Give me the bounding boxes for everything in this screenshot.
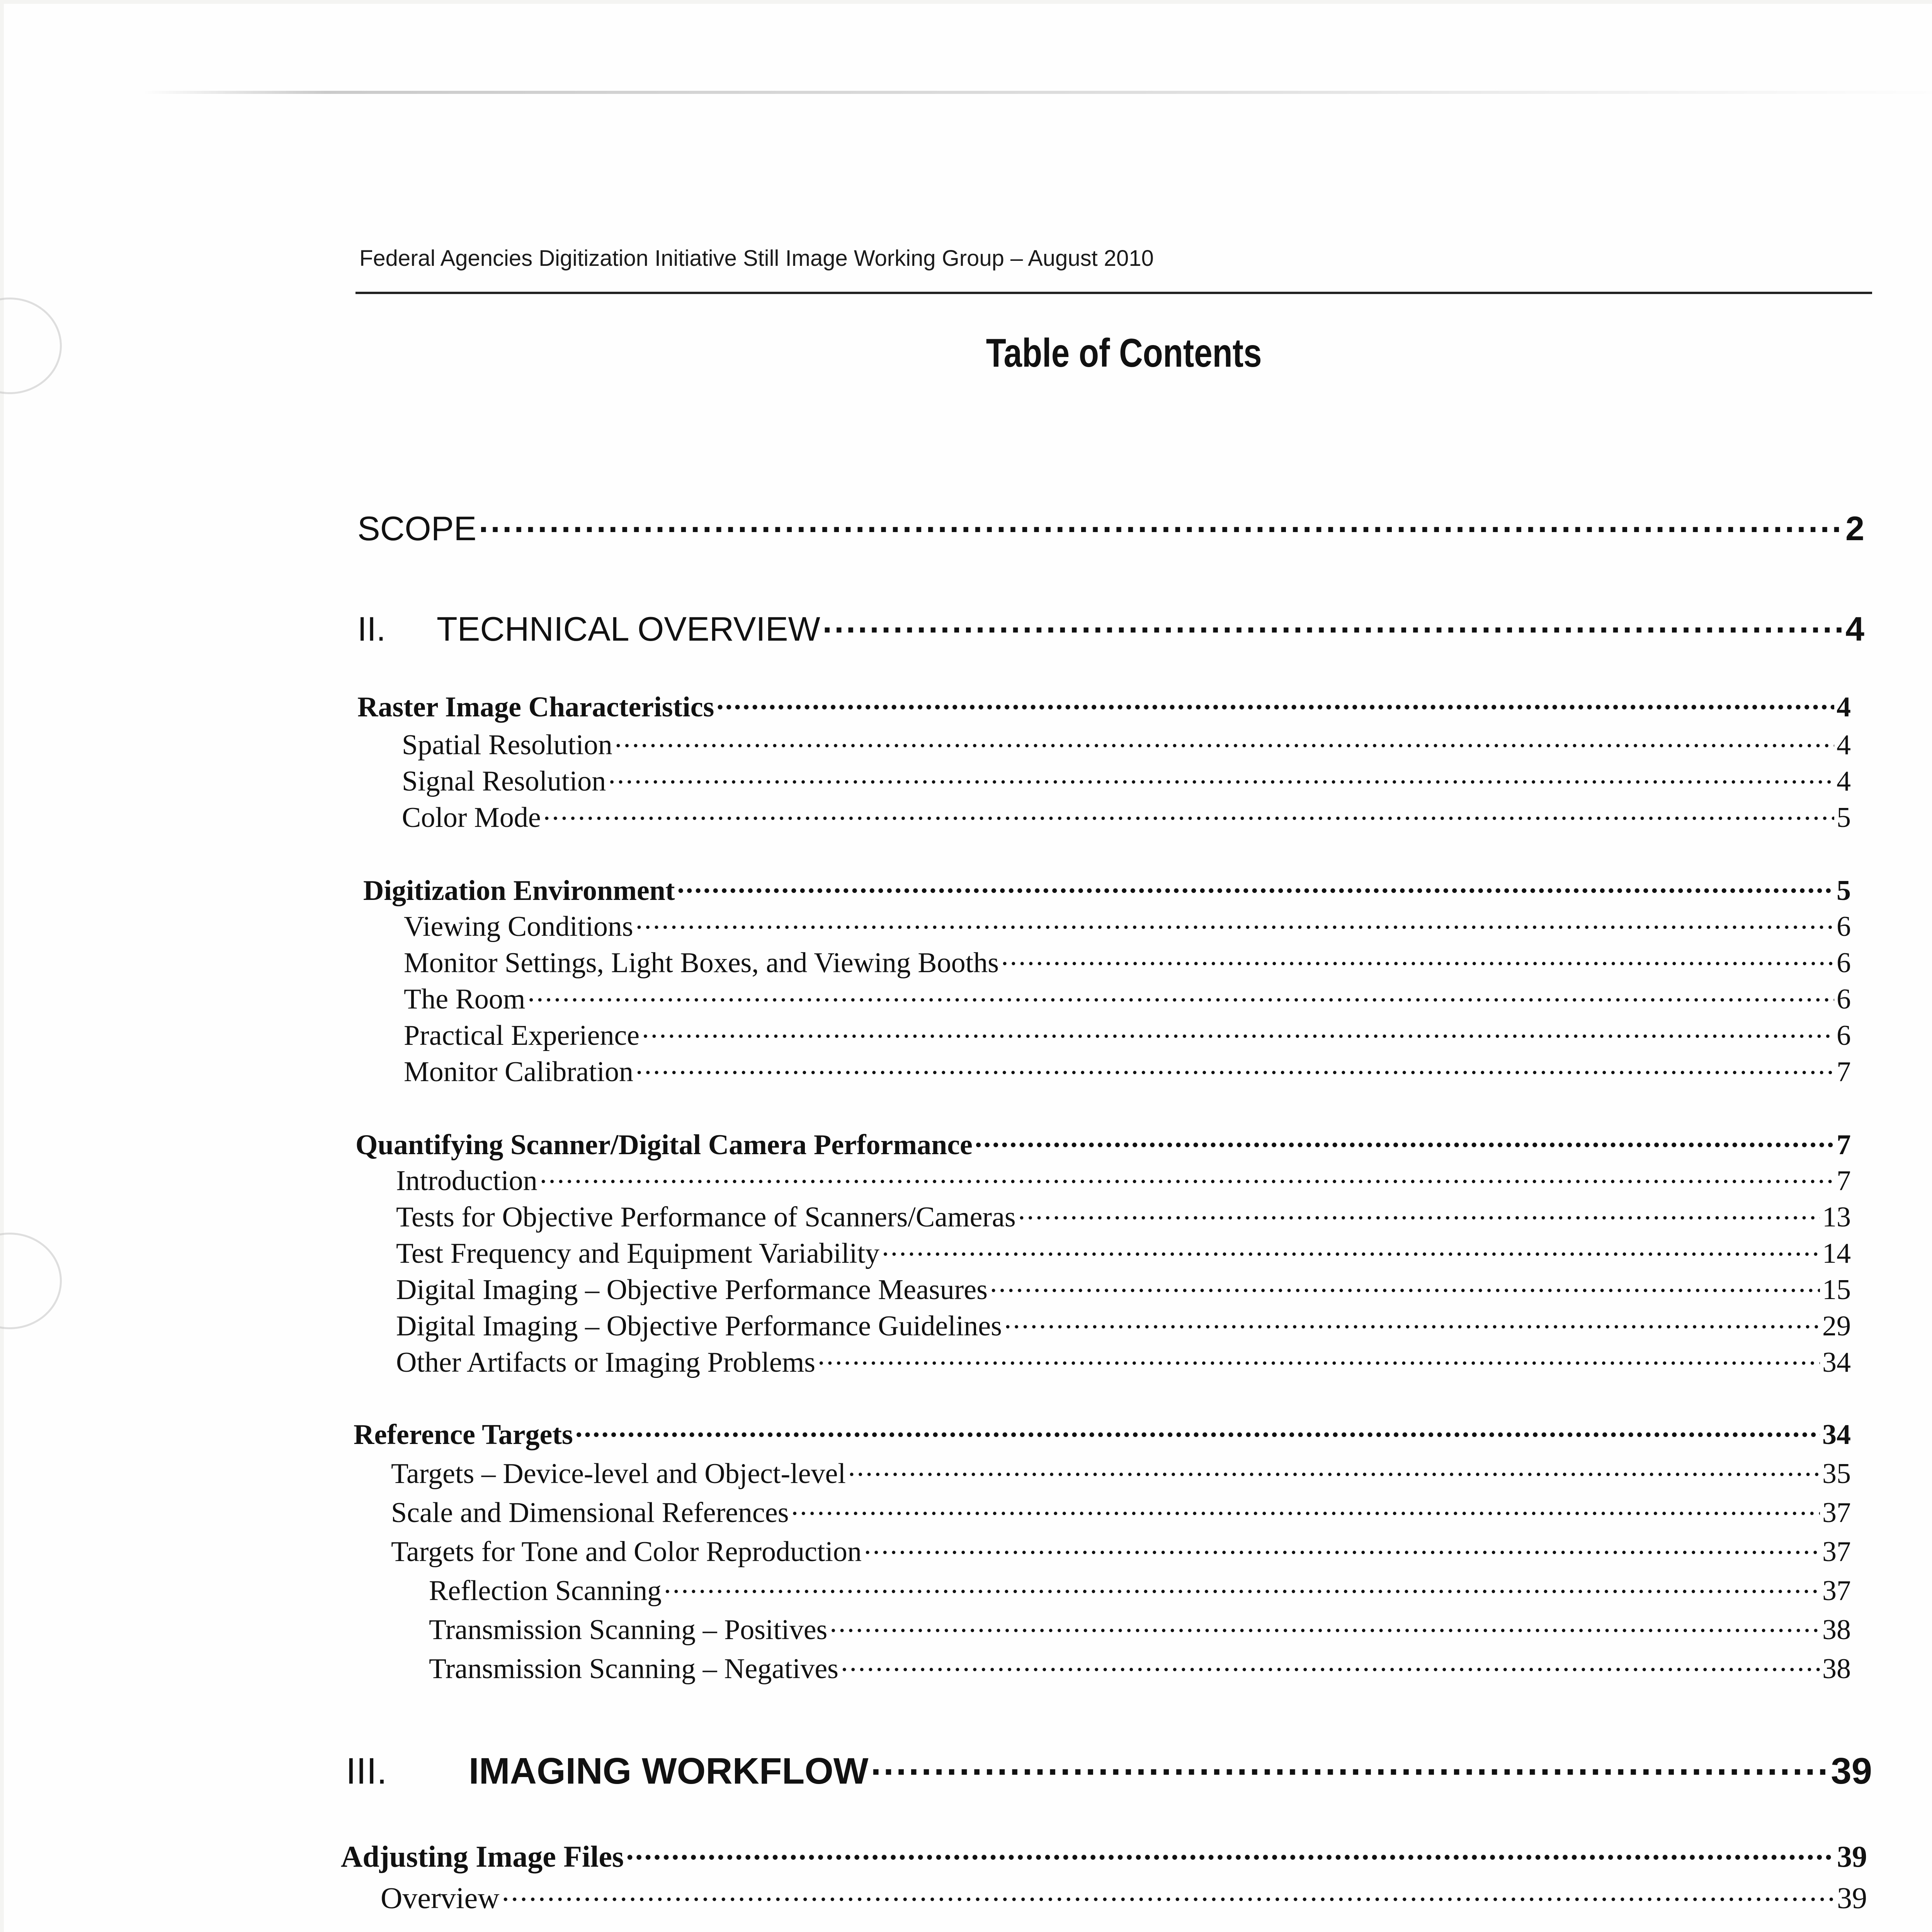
toc-label: Digital Imaging – Objective Performance Guidelines [396, 1310, 1002, 1342]
dot-leader [479, 506, 1843, 540]
header-rule [355, 292, 1872, 294]
toc-label: Transmission Scanning – Positives [429, 1614, 828, 1646]
dot-leader [882, 1234, 1820, 1263]
punch-hole-middle [0, 1233, 62, 1329]
toc-label: Targets for Tone and Color Reproduction [391, 1536, 862, 1568]
toc-page: 4 [1837, 729, 1851, 761]
toc-entry-technical-overview[interactable] [357, 607, 1864, 649]
toc-entry-signal-resolution[interactable] [402, 762, 1851, 798]
toc-label: TECHNICAL OVERVIEW [437, 610, 820, 648]
running-header: Federal Agencies Digitization Initiative Still Image Working Group – August 2010 [359, 246, 1154, 271]
toc-label: Viewing Conditions [404, 911, 633, 942]
toc-label: Monitor Calibration [404, 1056, 633, 1088]
dot-leader [791, 1493, 1820, 1522]
toc-page: 39 [1837, 1840, 1867, 1873]
toc-entry-targets-tone-color[interactable] [391, 1532, 1851, 1568]
dot-leader [1001, 944, 1834, 972]
toc-page: 7 [1837, 1129, 1851, 1161]
toc-entry-other-artifacts[interactable] [396, 1343, 1851, 1379]
dot-leader [527, 980, 1834, 1009]
toc-entry-targets-device-object[interactable] [391, 1454, 1851, 1490]
toc-page: 38 [1822, 1653, 1851, 1685]
toc-page: 34 [1822, 1347, 1851, 1378]
section-number: II. [357, 610, 386, 648]
toc-entry-introduction[interactable] [396, 1162, 1851, 1197]
dot-leader [818, 1343, 1820, 1372]
dot-leader [543, 798, 1834, 827]
toc-label: Spatial Resolution [402, 729, 612, 761]
scan-edge-top [143, 91, 1932, 94]
toc-page: 37 [1822, 1575, 1851, 1607]
toc-label: Tests for Objective Performance of Scanners/Cameras [396, 1201, 1016, 1233]
toc-label: Monitor Settings, Light Boxes, and Viewing Booths [404, 947, 999, 979]
dot-leader [575, 1415, 1820, 1444]
dot-leader [1018, 1198, 1820, 1226]
toc-page: 29 [1822, 1310, 1851, 1342]
toc-page: 4 [1837, 765, 1851, 797]
punch-hole-top [0, 298, 62, 394]
dot-leader [540, 1162, 1834, 1190]
dot-leader [636, 1053, 1834, 1081]
toc-label: The Room [404, 983, 526, 1015]
toc-entry-scale-references[interactable] [391, 1493, 1851, 1529]
toc-label: Practical Experience [404, 1020, 640, 1051]
dot-leader [830, 1611, 1820, 1639]
toc-entry-the-room[interactable] [404, 980, 1851, 1016]
toc-entry-overview[interactable] [381, 1878, 1867, 1915]
toc-page: 4 [1845, 610, 1864, 648]
toc-page: 39 [1831, 1750, 1872, 1792]
toc-page: 34 [1822, 1419, 1851, 1451]
toc-page: 6 [1837, 1020, 1851, 1051]
toc-entry-transmission-negatives[interactable] [429, 1650, 1851, 1685]
toc-page: 13 [1822, 1201, 1851, 1233]
toc-entry-imaging-workflow[interactable] [346, 1747, 1872, 1793]
toc-page: 15 [1822, 1274, 1851, 1306]
toc-entry-digitization-environment[interactable] [363, 871, 1851, 907]
toc-entry-reflection-scanning[interactable] [429, 1571, 1851, 1607]
toc-page: 6 [1837, 947, 1851, 979]
toc-label: Scale and Dimensional References [391, 1497, 789, 1529]
toc-entry-tests-objective-performance[interactable] [396, 1198, 1851, 1234]
toc-label: Targets – Device-level and Object-level [391, 1458, 846, 1490]
section-number: III. [346, 1750, 387, 1792]
toc-page: 35 [1822, 1458, 1851, 1490]
toc-page: 38 [1822, 1614, 1851, 1646]
toc-label: Signal Resolution [402, 765, 606, 797]
toc-entry-quantifying-performance[interactable] [355, 1126, 1851, 1162]
toc-label: Reflection Scanning [429, 1575, 662, 1607]
toc-entry-color-mode[interactable] [402, 798, 1851, 834]
toc-entry-viewing-conditions[interactable] [404, 907, 1851, 943]
dot-leader [642, 1016, 1834, 1045]
toc-page: 5 [1837, 802, 1851, 833]
toc-label: Reference Targets [354, 1419, 573, 1451]
toc-label: Other Artifacts or Imaging Problems [396, 1347, 816, 1378]
dot-leader [502, 1878, 1835, 1908]
dot-leader [615, 726, 1834, 754]
toc-page: 5 [1837, 875, 1851, 906]
toc-entry-test-frequency[interactable] [396, 1234, 1851, 1270]
toc-page: 7 [1837, 1165, 1851, 1197]
toc-label: Raster Image Characteristics [357, 691, 714, 723]
dot-leader [864, 1532, 1820, 1561]
toc-entry-raster[interactable] [357, 688, 1851, 724]
dot-leader [975, 1126, 1834, 1154]
toc-page: 7 [1837, 1056, 1851, 1088]
page-sheet [4, 4, 1932, 1932]
toc-entry-monitor-settings[interactable] [404, 944, 1851, 980]
toc-page: 37 [1822, 1536, 1851, 1568]
page-title: Table of Contents [986, 331, 1262, 376]
dot-leader [1004, 1307, 1820, 1335]
dot-leader [608, 762, 1834, 791]
dot-leader [664, 1571, 1820, 1600]
dot-leader [871, 1747, 1828, 1784]
toc-entry-performance-guidelines[interactable] [396, 1307, 1851, 1343]
toc-label: SCOPE [357, 509, 477, 548]
toc-page: 37 [1822, 1497, 1851, 1529]
toc-label: Color Mode [402, 802, 541, 833]
toc-label: Overview [381, 1881, 500, 1915]
toc-entry-reference-targets[interactable] [354, 1415, 1851, 1451]
toc-label: Test Frequency and Equipment Variability [396, 1238, 880, 1269]
toc-label: IMAGING WORKFLOW [469, 1750, 869, 1792]
toc-entry-spatial-resolution[interactable] [402, 726, 1851, 762]
toc-entry-practical-experience[interactable] [404, 1016, 1851, 1052]
toc-label: Adjusting Image Files [341, 1840, 624, 1873]
toc-page: 39 [1837, 1881, 1867, 1915]
toc-page: 2 [1845, 509, 1864, 548]
toc-entry-scope[interactable] [357, 506, 1864, 548]
dot-leader [823, 607, 1843, 641]
toc-entry-adjusting-image-files[interactable] [341, 1837, 1867, 1874]
toc-page: 4 [1837, 691, 1851, 723]
dot-leader [841, 1650, 1820, 1678]
dot-leader [677, 871, 1834, 900]
toc-label: Quantifying Scanner/Digital Camera Performance [355, 1129, 973, 1161]
toc-label: Introduction [396, 1165, 537, 1197]
dot-leader [626, 1837, 1835, 1867]
dot-leader [990, 1270, 1820, 1299]
toc-label: Transmission Scanning – Negatives [429, 1653, 838, 1685]
toc-entry-transmission-positives[interactable] [429, 1611, 1851, 1646]
toc-page: 14 [1822, 1238, 1851, 1269]
toc-page: 6 [1837, 983, 1851, 1015]
toc-entry-monitor-calibration[interactable] [404, 1053, 1851, 1088]
dot-leader [848, 1454, 1820, 1483]
dot-leader [716, 688, 1834, 716]
toc-entry-performance-measures[interactable] [396, 1270, 1851, 1306]
toc-label: Digital Imaging – Objective Performance Measures [396, 1274, 988, 1306]
toc-page: 6 [1837, 911, 1851, 942]
dot-leader [636, 907, 1834, 936]
toc-label: Digitization Environment [363, 875, 675, 906]
